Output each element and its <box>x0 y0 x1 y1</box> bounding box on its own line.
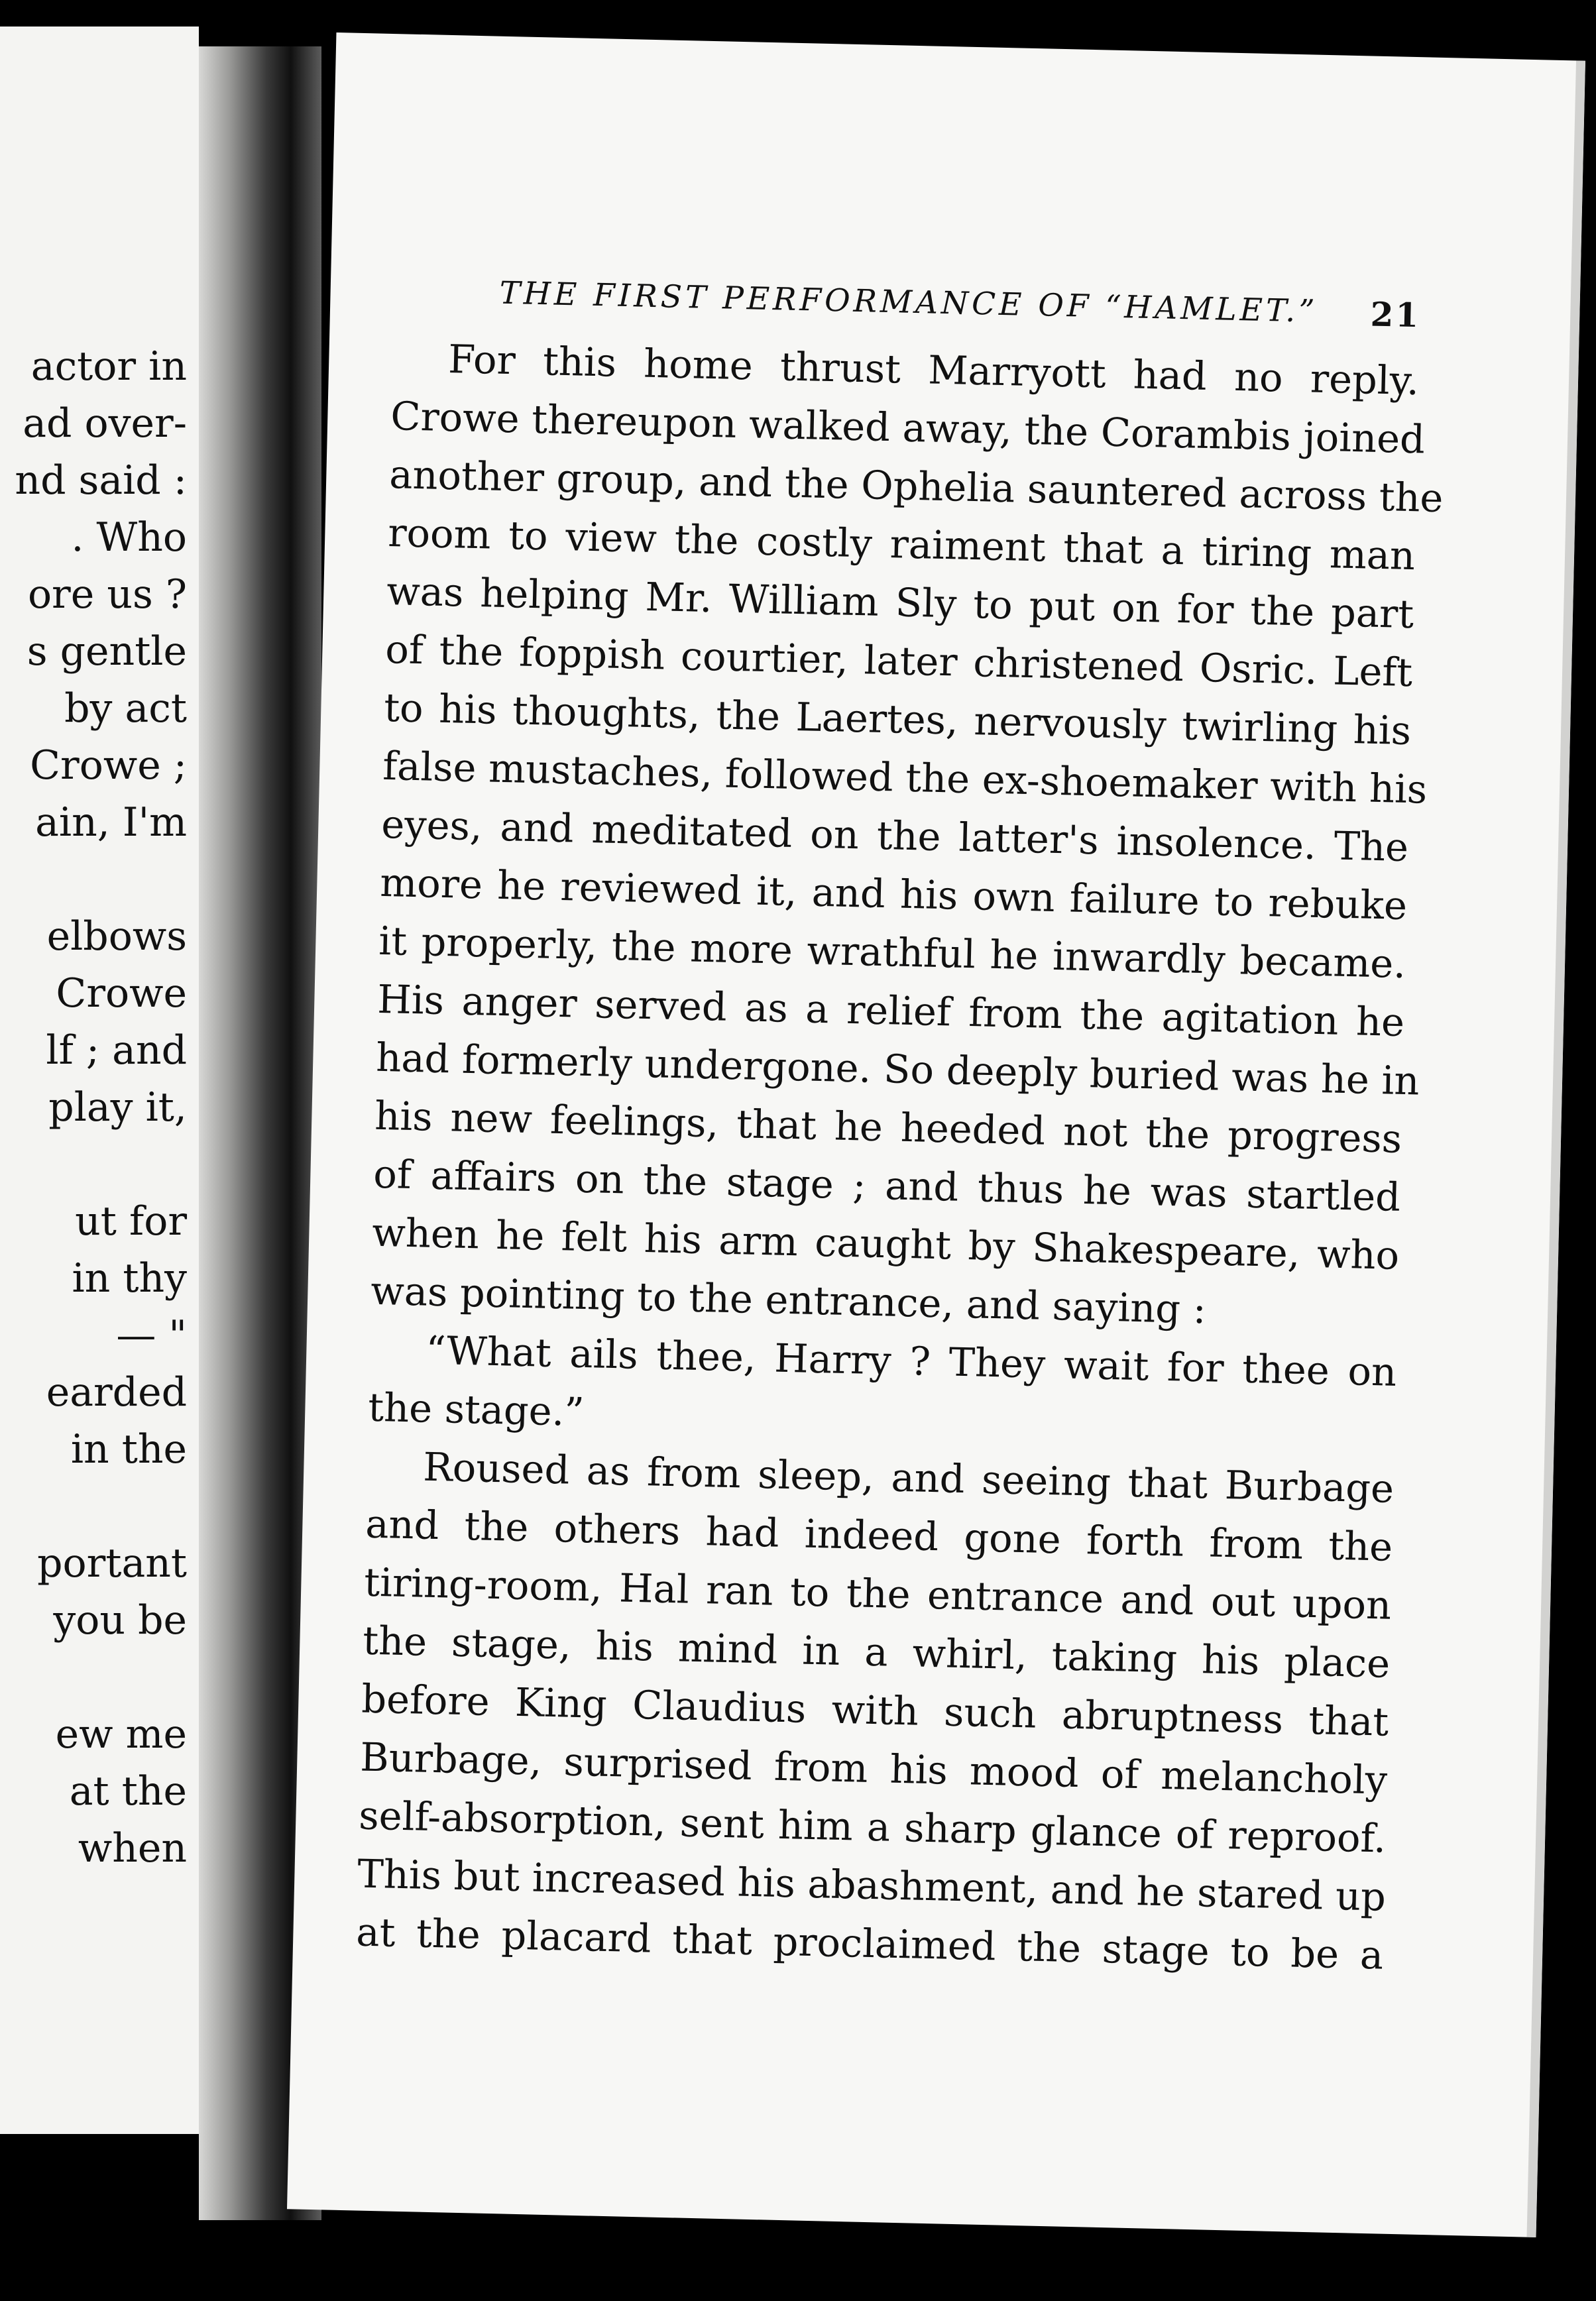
left-page-text <box>15 338 187 1877</box>
text-line: another group, and the Ophelia sauntered across the <box>388 451 1444 522</box>
text-line: before King Claudius with such abruptness that <box>361 1675 1389 1745</box>
text-line: Roused as from sleep, and seeing that Burbage <box>422 1443 1395 1512</box>
text-line: it properly, the more wrathful he inwardly became. <box>378 917 1406 987</box>
left-page-line: — " <box>116 1312 187 1359</box>
text-line: at the placard that proclaimed the stage to be a <box>355 1909 1384 1978</box>
text-line: For this home thrust Marryott had no reply. <box>447 336 1420 404</box>
left-page-line: Crowe ; <box>30 742 187 789</box>
text-line: false mustaches, followed the ex-shoemaker with his <box>382 742 1428 813</box>
left-page-line: play it, <box>48 1084 187 1131</box>
text-line: the stage.” <box>367 1384 585 1435</box>
left-page-line: ore us ? <box>27 571 187 618</box>
left-page-line <box>15 851 187 908</box>
left-page-line: ut for <box>75 1198 187 1245</box>
text-line: and the others had indeed gone forth from the <box>365 1500 1393 1570</box>
left-page-line: in the <box>70 1426 187 1473</box>
text-line: tiring-room, Hal ran to the entrance and out upon <box>363 1559 1392 1628</box>
text-line: of affairs on the stage ; and thus he was startled <box>372 1150 1401 1220</box>
text-line: was helping Mr. William Sly to put on for the part <box>386 567 1414 638</box>
text-line: when he felt his arm caught by Shakespeare, who <box>371 1209 1400 1278</box>
text-line: to his thoughts, the Laertes, nervously twirling his <box>383 684 1412 754</box>
left-page-line: actor in <box>30 343 187 390</box>
text-line: room to view the costly raiment that a tiring man <box>387 510 1416 579</box>
text-line: more he reviewed it, and his own failure to rebuke <box>379 859 1408 929</box>
left-page-line: by act <box>64 685 187 732</box>
left-page-line: lf ; and <box>46 1027 187 1074</box>
text-line: His anger served as a relief from the agitation he <box>376 976 1405 1045</box>
left-page-line: ad over- <box>23 400 187 447</box>
left-page-line <box>15 1478 187 1535</box>
left-page-line: ain, I'm <box>35 799 187 846</box>
left-facing-page <box>0 27 199 2134</box>
text-line: This but increased his abashment, and he stared up <box>357 1850 1387 1920</box>
body-text <box>355 329 1444 1985</box>
left-page-line: portant <box>37 1540 187 1587</box>
left-page-line: ew me <box>55 1711 187 1758</box>
text-line: his new feelings, that he heeded not the progress <box>374 1092 1402 1162</box>
left-page-line <box>15 1649 187 1706</box>
text-line: Burbage, surprised from his mood of melancholy <box>359 1734 1388 1803</box>
page-number: 21 <box>1370 294 1421 335</box>
text-line: the stage, his mind in a whirl, taking his place <box>362 1617 1391 1687</box>
left-page-line: elbows <box>46 913 187 960</box>
right-page <box>287 32 1585 2237</box>
left-page-line: s gentle <box>27 628 187 675</box>
text-line: had formerly undergone. So deeply buried was he in <box>375 1034 1420 1104</box>
text-line: Crowe thereupon walked away, the Corambis joined <box>390 393 1426 463</box>
left-page-line: when <box>78 1825 187 1872</box>
left-page-line <box>15 1136 187 1193</box>
text-line: was pointing to the entrance, and saying : <box>370 1267 1207 1333</box>
left-page-line: you be <box>53 1597 187 1644</box>
text-line: eyes, and meditated on the latter's insolence. The <box>380 801 1409 871</box>
left-page-line: . Who <box>71 514 187 561</box>
left-page-line: Crowe <box>56 970 187 1017</box>
left-page-line: at the <box>69 1768 187 1815</box>
page-header <box>499 275 1421 343</box>
left-page-line: earded <box>46 1369 187 1416</box>
text-line: of the foppish courtier, later christened Osric. Left <box>384 626 1413 696</box>
left-page-line: nd said : <box>15 457 187 504</box>
text-line: self-absorption, sent him a sharp glance of reproof. <box>358 1792 1387 1862</box>
running-title: THE FIRST PERFORMANCE OF “HAMLET.” <box>499 274 1318 330</box>
left-page-line: in thy <box>72 1255 187 1302</box>
text-line: “What ails thee, Harry ? They wait for thee on <box>425 1327 1397 1395</box>
